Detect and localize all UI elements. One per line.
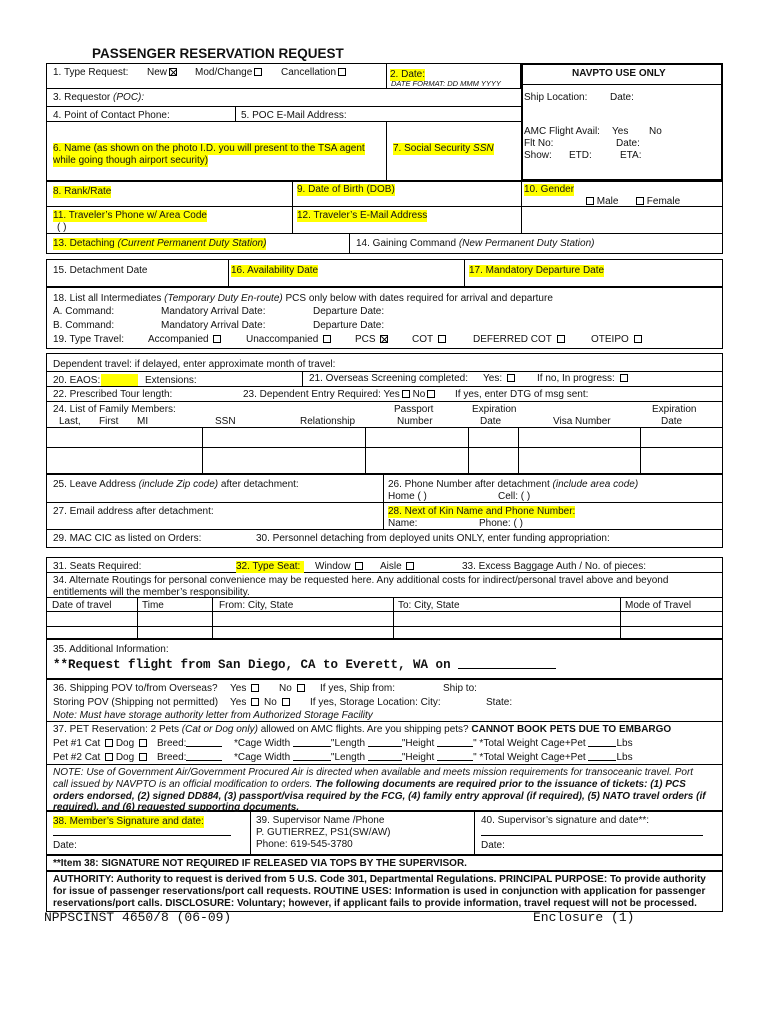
flight-date-blank[interactable] bbox=[458, 658, 556, 669]
storage-state-label: State: bbox=[486, 697, 513, 708]
nok-phone-label: Phone: ( ) bbox=[479, 518, 523, 529]
form-page: PASSENGER RESERVATION REQUEST 1. Type Request: New Mod/Change Cancellation 2. Date: DATE FORMAT: DD MMM YYYY NAVPTO USE ONLY 3. Requestor (POC): Ship Location: Date: 4. Point of Contact Phone: 5. POC E-Mail Address: AMC Flight Avail: Yes No Flt No: Date: Show: ETD: ETA: 6. Name (as shown on the photo I.D. you will present to the TSA agent while going though airport security) 7. Social Security SSN 8. Rank/Rate 9. Date of Birth (DOB) 10. Gender Male Female 11. Traveler’s Phone w/ Area Code ( ) 12. Traveler’s E-Mail Address 13. Detaching (Current Permanent Duty Station) 14. Gaining Command (New Permanent Duty Station) 15. Detachment Date 16. Availability Date 17. Mandatory Departure Date 18. List all Intermediates (Temporary Duty En-route) PCS only below with dates required for arrival and departure A. Command: Mandatory Arrival Date: Departure Date: B. Command: Mandatory Arrival Date: Departure Date: 19. Type Travel: Accompanied Unaccompanied PCS COT DEFERRED COT OTEIPO Dependent travel: if delayed, enter approximate month of travel: 20. EAOS: Extensions: 21. Overseas Screening completed: Yes: If no, In progress: 22. Prescribed Tour length: 23. Dependent Entry Required: Yes No If yes, enter DTG of msg sent: 24. List of Family Members: Passport Number Expiration Date Last, First MI SSN Relationship Visa Number Expiration Date 25. Leave Address (include Zip code) after detachment: 26. Phone Number after detachment (include area code) Home ( ) Cell: ( ) 27. Email address after detachment: 28. Next of Kin Name and Phone Number: Name: Phone: ( ) 29. MAC CIC as listed on Orders: 30. Personnel detaching from deployed units ONLY, enter funding appropriation: 31. Seats Required: 32. Type Seat: Window Aisle 33. Excess Baggage Auth / No. of pieces: 34. Alternate Routings for personal convenience may be requested here. Any additional costs for indirect/personal travel above and beyond entitlements will the member’s responsibility. Date of travel Time From: City, State To: City, State Mode of Travel 35. Additional Information: **Request flight from San Diego, CA to Everett, WA on 36. Shipping POV to/from Overseas? Yes No If yes, Ship from: Ship to: Storing POV (Shipping not permitted) Yes No If yes, Storage Location: City: State: Note: Must have storage authority letter from Authorized Storage Facility 37. PET Reservation: 2 Pets (Cat or Dog only) allowed on AMC flights. Are you shipping pets? CANNOT BOOK PETS DUE TO EMBARGO Pet #1 Cat Dog Breed: *Cage Width "Length "Height " *Total Weight Cage+Pet Lbs Pet #2 Cat Dog Breed: *Cage Width "Length "Height " *Total Weight Cage+Pet Lbs NOTE: Use of Government Air/Government Procured Air is directed when available and meets mission requirements for transoceanic travel. Port call issued by NAVPTO is an official modification to orders. The following documents are required prior to the issuance of tickets: (1) PCS orders endorsed, (2) signed DD884, (3) passport/visa required by the FCG, (4) family entry approval (if required), (5) NATO travel orders (if required), and (6) requested supporting documents. 38. Member’s Signature and date: Date: 39. Supervisor Name /Phone P. GUTIERREZ, PS1(SW/AW) Phone: 619-545-3780 40. Supervisor’s signature and date**: Date: **Item 38: SIGNATURE NOT REQUIRED IF RELEASED VIA TOPS BY THE SUPERVISOR. AUTHORITY: Authority to request is derived from 5 U.S. Code 301, Departmental Regulations. PRINCIPAL PURPOSE: To provide authority for issue of passenger reservations/port call requests. ROUTINE USES: Information is used in conjunction with application for passenger reservations/port calls. DISCLOSURE: Voluntary; however, if applicant fails to provide information, travel request will not be processed. NPPSCINST 4650/8 (06-09) Enclosure (1) bbox=[0, 0, 770, 1024]
gaining-label: 14. Gaining Command bbox=[356, 238, 459, 249]
alternate-routings-line2: entitlements will the member’s responsibility. bbox=[53, 587, 250, 598]
mac-cic-label: 29. MAC CIC as listed on Orders: bbox=[53, 533, 202, 544]
detaching-label: 13. Detaching bbox=[53, 238, 118, 249]
routing-date-header: Date of travel bbox=[52, 600, 112, 611]
rank-label: 8. Rank/Rate bbox=[53, 186, 112, 197]
ssn-header: SSN bbox=[215, 416, 236, 427]
authority-line2: for issue of passenger reservations/port call requests. ROUTINE USES: Information is used in conjunction with application for passenger bbox=[53, 886, 706, 897]
pet2-length-field[interactable] bbox=[368, 752, 402, 761]
dtg-label: If yes, enter DTG of msg sent: bbox=[455, 389, 589, 400]
shipping-pov-label: 36. Shipping POV to/from Overseas? bbox=[53, 683, 218, 694]
pcs-checkbox[interactable] bbox=[380, 335, 388, 343]
female-checkbox[interactable] bbox=[636, 197, 644, 205]
new-checkbox[interactable] bbox=[169, 68, 177, 76]
dependent-travel-label: Dependent travel: if delayed, enter approximate month of travel: bbox=[53, 359, 336, 370]
pov-no-checkbox[interactable] bbox=[297, 684, 305, 692]
a-command-label: A. Command: bbox=[53, 306, 115, 317]
b-arrival-label: Mandatory Arrival Date: bbox=[161, 320, 266, 331]
pcs-label: PCS bbox=[355, 334, 376, 345]
personnel-deployed-label: 30. Personnel detaching from deployed units ONLY, enter funding appropriation: bbox=[256, 533, 610, 544]
pet1-length-field[interactable] bbox=[368, 738, 402, 747]
routing-to-header: To: City, State bbox=[398, 600, 460, 611]
gender-label: 10. Gender bbox=[524, 184, 575, 195]
visa-expiration-header: Expiration bbox=[652, 404, 697, 415]
pov-no-label: No bbox=[279, 683, 292, 694]
eta-label: ETA: bbox=[620, 150, 642, 161]
overseas-yes-label: Yes: bbox=[483, 373, 503, 384]
form-title: PASSENGER RESERVATION REQUEST bbox=[92, 46, 344, 61]
in-progress-label: If no, In progress: bbox=[537, 373, 615, 384]
navpto-box bbox=[521, 63, 723, 181]
mod-change-label: Mod/Change bbox=[195, 67, 253, 78]
storing-no-label: No bbox=[264, 697, 277, 708]
eaos-field[interactable] bbox=[101, 374, 138, 386]
entry-no-checkbox[interactable] bbox=[427, 390, 435, 398]
storing-yes-label: Yes bbox=[230, 697, 247, 708]
name-label-line1: 6. Name (as shown on the photo I.D. you will present to the TSA agent bbox=[53, 143, 365, 154]
note-line2: call issued by NAVPTO is an official modification to orders. bbox=[53, 779, 316, 790]
window-checkbox[interactable] bbox=[355, 562, 363, 570]
ship-date-label: Date: bbox=[610, 92, 634, 103]
oteipo-label: OTEIPO bbox=[591, 334, 629, 345]
pet1-height-field[interactable] bbox=[437, 738, 473, 747]
name-label-line2: while going though airport security) bbox=[53, 155, 209, 166]
supervisor-name-label: 39. Supervisor Name /Phone bbox=[256, 815, 385, 826]
ssn-label: 7. Social Security bbox=[393, 143, 474, 154]
pet2-cat-checkbox[interactable] bbox=[105, 753, 113, 761]
detachment-date-label: 15. Detachment Date bbox=[53, 265, 148, 276]
type-seat-label: 32. Type Seat: bbox=[236, 561, 304, 573]
show-label: Show: bbox=[524, 150, 552, 161]
a-arrival-label: Mandatory Arrival Date: bbox=[161, 306, 266, 317]
entry-yes-checkbox[interactable] bbox=[402, 390, 410, 398]
mi-header: MI bbox=[137, 416, 149, 427]
unaccompanied-label: Unaccompanied bbox=[246, 334, 319, 345]
deferred-cot-checkbox[interactable] bbox=[557, 335, 565, 343]
cot-label: COT bbox=[412, 334, 433, 345]
amc-yes-label: Yes bbox=[612, 126, 629, 137]
amc-flight-label: AMC Flight Avail: bbox=[524, 126, 600, 137]
ship-from-label: If yes, Ship from: bbox=[320, 683, 396, 694]
enclosure-label: Enclosure (1) bbox=[533, 910, 635, 925]
date-format-hint: DATE FORMAT: DD MMM YYYY bbox=[391, 79, 501, 88]
additional-info-label: 35. Additional Information: bbox=[53, 644, 169, 655]
pet-reservation-label: 37. PET Reservation: 2 Pets bbox=[53, 724, 182, 735]
ship-location-label: Ship Location: bbox=[524, 92, 588, 103]
passport-number-header: Number bbox=[397, 416, 433, 427]
pet1-width-field[interactable] bbox=[293, 738, 331, 747]
type-travel-label: 19. Type Travel: bbox=[53, 334, 124, 345]
authority-line3: reservations/port calls. DISCLOSURE: Voluntary; however, if applicant fails to provide information, travel request will not be processed. bbox=[53, 898, 697, 909]
pet1-cat-label: Pet #1 Cat bbox=[53, 738, 101, 749]
visa-date-header: Date bbox=[661, 416, 683, 427]
pet-embargo-notice: CANNOT BOOK PETS DUE TO EMBARGO bbox=[471, 724, 672, 735]
overseas-screening-label: 21. Overseas Screening completed: bbox=[309, 373, 468, 384]
pet2-weight-field[interactable] bbox=[588, 752, 616, 761]
pet1-dog-checkbox[interactable] bbox=[139, 739, 147, 747]
supervisor-name-value: P. GUTIERREZ, PS1(SW/AW) bbox=[256, 827, 391, 838]
seats-required-label: 31. Seats Required: bbox=[53, 561, 142, 572]
excess-baggage-label: 33. Excess Baggage Auth / No. of pieces: bbox=[462, 561, 647, 572]
authority-line1: AUTHORITY: Authority to request is derived from 5 U.S. Code 301, Departmental Regulations. PRINCIPAL PURPOSE: To provide authority bbox=[53, 874, 706, 885]
poc-phone-label: 4. Point of Contact Phone: bbox=[53, 110, 170, 121]
note-line1: NOTE: Use of Government Air/Government Procured Air is directed when available and meets mission requirements for transoceanic travel. Port bbox=[53, 767, 694, 778]
supervisor-phone-value: Phone: 619-545-3780 bbox=[256, 839, 353, 850]
pet2-dog-checkbox[interactable] bbox=[139, 753, 147, 761]
mandatory-departure-label: 17. Mandatory Departure Date bbox=[469, 265, 605, 276]
ship-to-label: Ship to: bbox=[443, 683, 477, 694]
deferred-cot-label: DEFERRED COT bbox=[473, 334, 552, 345]
storing-no-checkbox[interactable] bbox=[282, 698, 290, 706]
additional-info-value: **Request flight from San Diego, CA to Everett, WA on bbox=[53, 658, 451, 672]
type-request-label: 1. Type Request: bbox=[53, 67, 129, 78]
new-label: New bbox=[147, 67, 168, 78]
pov-yes-label: Yes bbox=[230, 683, 247, 694]
home-phone-label: Home ( ) bbox=[388, 491, 427, 502]
flt-date-label: Date: bbox=[616, 138, 640, 149]
first-header: First bbox=[99, 416, 119, 427]
b-departure-label: Departure Date: bbox=[313, 320, 385, 331]
supervisor-signature-label: 40. Supervisor’s signature and date**: bbox=[481, 815, 650, 826]
pet2-width-field[interactable] bbox=[293, 752, 331, 761]
routing-mode-header: Mode of Travel bbox=[625, 600, 692, 611]
dependent-entry-label: 23. Dependent Entry Required: Yes bbox=[243, 389, 400, 400]
nok-name-label: Name: bbox=[388, 518, 418, 529]
pet1-cat-checkbox[interactable] bbox=[105, 739, 113, 747]
last-header: Last, bbox=[59, 416, 81, 427]
eaos-label: 20. EAOS: bbox=[53, 375, 101, 386]
aisle-checkbox[interactable] bbox=[406, 562, 414, 570]
unaccompanied-checkbox[interactable] bbox=[323, 335, 331, 343]
storage-location-label: If yes, Storage Location: City: bbox=[310, 697, 441, 708]
visa-number-header: Visa Number bbox=[553, 416, 611, 427]
intermediates-label: 18. List all Intermediates bbox=[53, 293, 165, 304]
oteipo-checkbox[interactable] bbox=[634, 335, 642, 343]
storage-note: Note: Must have storage authority letter from Authorized Storage Facility bbox=[53, 710, 373, 721]
overseas-yes-checkbox[interactable] bbox=[507, 374, 515, 382]
male-label: Male bbox=[596, 196, 619, 207]
extensions-label: Extensions: bbox=[145, 375, 197, 386]
accompanied-checkbox[interactable] bbox=[213, 335, 221, 343]
pet2-height-field[interactable] bbox=[437, 752, 473, 761]
routing-time-header: Time bbox=[142, 600, 164, 611]
item38-note: **Item 38: SIGNATURE NOT REQUIRED IF RELEASED VIA TOPS BY THE SUPERVISOR. bbox=[53, 858, 467, 869]
alternate-routings-line1: 34. Alternate Routings for personal convenience may be requested here. Any additional costs for indirect/personal travel above and beyond bbox=[53, 575, 669, 586]
note-line4: required), and (6) requested supporting documents. bbox=[53, 802, 300, 813]
pet2-cat-label: Pet #2 Cat bbox=[53, 752, 101, 763]
mod-change-checkbox[interactable] bbox=[254, 68, 262, 76]
accompanied-label: Accompanied bbox=[148, 334, 209, 345]
member-signature-label: 38. Member’s Signature and date: bbox=[53, 816, 204, 827]
phone-after-label: 26. Phone Number after detachment bbox=[388, 479, 553, 490]
female-label: Female bbox=[646, 196, 681, 207]
form-number: NPPSCINST 4650/8 (06-09) bbox=[44, 910, 232, 925]
male-checkbox[interactable] bbox=[586, 197, 594, 205]
supervisor-date-label: Date: bbox=[481, 840, 505, 851]
pet1-weight-field[interactable] bbox=[588, 738, 616, 747]
storing-pov-label: Storing POV (Shipping not permitted) bbox=[53, 697, 219, 708]
traveler-email-label: 12. Traveler’s E-Mail Address bbox=[297, 210, 428, 221]
traveler-phone-label: 11. Traveler’s Phone w/ Area Code bbox=[53, 210, 207, 221]
etd-label: ETD: bbox=[569, 150, 592, 161]
storing-yes-checkbox[interactable] bbox=[251, 698, 259, 706]
expiration-header: Expiration bbox=[472, 404, 517, 415]
passport-header: Passport bbox=[394, 404, 434, 415]
cot-checkbox[interactable] bbox=[438, 335, 446, 343]
cell-phone-label: Cell: ( ) bbox=[498, 491, 531, 502]
b-command-label: B. Command: bbox=[53, 320, 115, 331]
amc-no-label: No bbox=[649, 126, 662, 137]
tour-length-label: 22. Prescribed Tour length: bbox=[53, 389, 173, 400]
routing-from-header: From: City, State bbox=[219, 600, 294, 611]
aisle-label: Aisle bbox=[380, 561, 402, 572]
pet2-breed-field[interactable] bbox=[186, 752, 222, 761]
leave-address-label: 25. Leave Address bbox=[53, 479, 139, 490]
supervisor-signature-line[interactable] bbox=[481, 835, 703, 836]
family-members-label: 24. List of Family Members: bbox=[53, 404, 176, 415]
next-of-kin-label: 28. Next of Kin Name and Phone Number: bbox=[388, 506, 576, 517]
flt-no-label: Flt No: bbox=[524, 138, 554, 149]
in-progress-checkbox[interactable] bbox=[620, 374, 628, 382]
availability-date-label: 16. Availability Date bbox=[231, 265, 319, 276]
expiration-date-header: Date bbox=[480, 416, 502, 427]
note-line3: orders endorsed, (2) signed DD884, (3) passport/visa required by the FCG, (4) family entry approval (if required), (5) NATO travel orders (if bbox=[53, 791, 706, 802]
area-code-paren: ( ) bbox=[57, 222, 67, 233]
relationship-header: Relationship bbox=[300, 416, 356, 427]
member-date-label: Date: bbox=[53, 840, 77, 851]
requestor-label: 3. Requestor bbox=[53, 92, 114, 103]
email-after-label: 27. Email address after detachment: bbox=[53, 506, 214, 517]
entry-no-label: No bbox=[412, 389, 426, 400]
pov-yes-checkbox[interactable] bbox=[251, 684, 259, 692]
date-label: 2. Date: bbox=[390, 69, 426, 80]
cancellation-label: Cancellation bbox=[281, 67, 337, 78]
dob-label: 9. Date of Birth (DOB) bbox=[297, 184, 395, 195]
a-departure-label: Departure Date: bbox=[313, 306, 385, 317]
member-signature-line[interactable] bbox=[53, 835, 231, 836]
window-label: Window bbox=[315, 561, 351, 572]
cancellation-checkbox[interactable] bbox=[338, 68, 346, 76]
pet1-breed-field[interactable] bbox=[186, 738, 222, 747]
poc-email-label: 5. POC E-Mail Address: bbox=[241, 110, 347, 121]
navpto-heading: NAVPTO USE ONLY bbox=[572, 68, 666, 79]
